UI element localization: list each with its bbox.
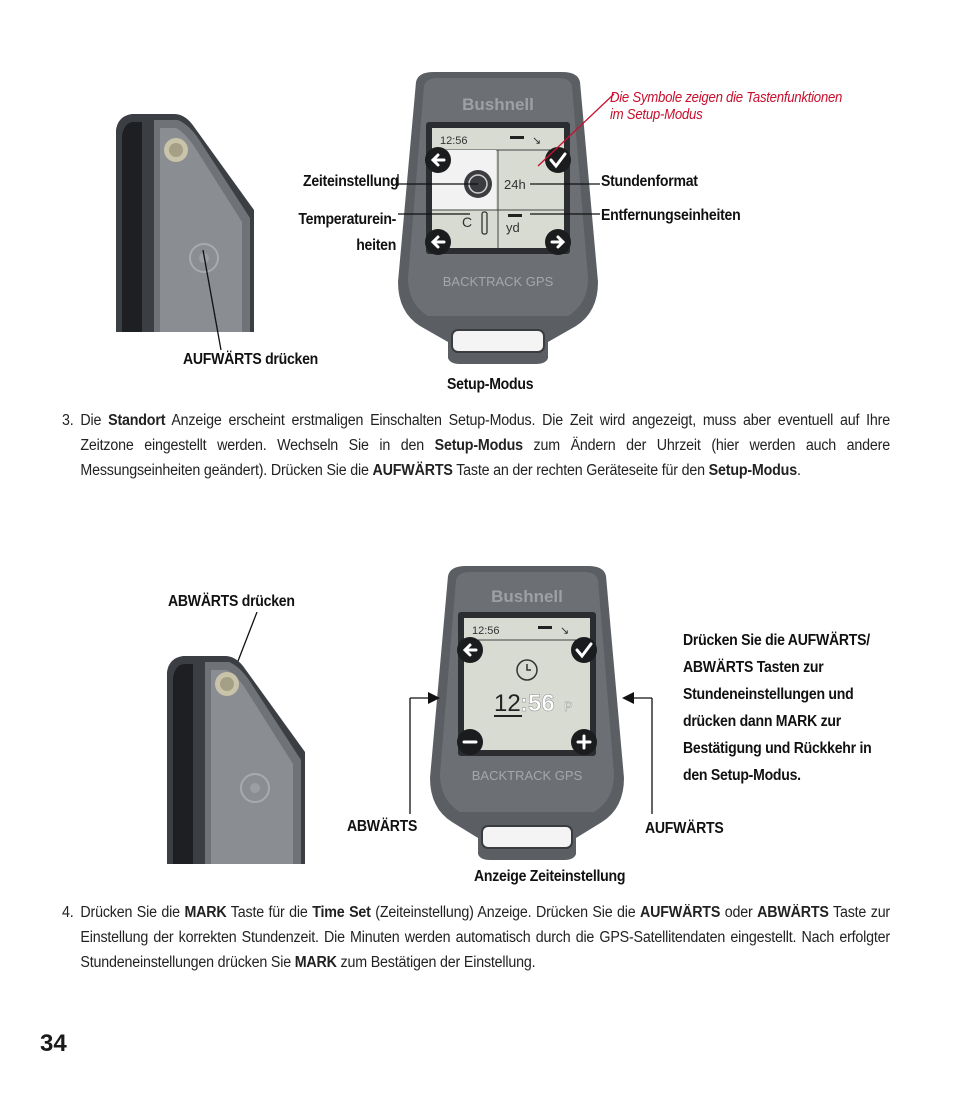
annotation-lines-1 (390, 90, 630, 240)
screen-hour: 12 (494, 690, 521, 717)
svg-text:↘: ↘ (532, 135, 542, 147)
product-name-2: BACKTRACK GPS (471, 768, 583, 783)
brand-logo-1: Bushnell (462, 95, 534, 114)
screen-24h: 24h (504, 177, 526, 192)
label-stundenformat: Stundenformat (601, 173, 698, 190)
label-entfernungseinheiten: Entfernungseinheiten (601, 207, 741, 224)
label-aufwaerts-druecken: AUFWÄRTS drücken (183, 351, 319, 368)
step-4-paragraph: 4. Drücken Sie die MARK Taste für die Time Set (Zeiteinstellung) Anzeige. Drücken Sie die AUFWÄRTS oder ABWÄRTS Taste zur Einstellung der korrekten Stundenzeit. Die Minuten werden automatisch durch die GPS-Satellitendaten eingestellt. Nach erfolgter Stundeneinstellungen drücken Sie MARK zum Bestätigen der Einstellung. (62, 904, 891, 971)
screen-time-1: 12:56 (440, 135, 468, 147)
svg-text:↘: ↘ (560, 625, 570, 637)
device-front-time-set (430, 566, 624, 860)
page-number: 34 (40, 1030, 67, 1057)
brand-logo-2: Bushnell (491, 587, 563, 606)
screen-time-2: 12:56 (472, 625, 500, 637)
annotation-red-1: Die Symbole zeigen die Tastenfunktionen im Setup-Modus (610, 89, 843, 123)
aufwaerts-arrow (620, 688, 660, 818)
aufwaerts-pointer-line-1 (195, 250, 235, 355)
screen-yd: yd (506, 220, 520, 235)
caption-anzeige-zeiteinstellung: Anzeige Zeiteinstellung (474, 868, 626, 885)
screen-pm: P (564, 699, 573, 714)
side-instruction-text: Drücken Sie die AUFWÄRTS/ ABWÄRTS Tasten zur Stundeneinstellungen und drücken dann MARK zur Bestätigung und Rückkehr in den Setup-Modus. (683, 632, 872, 784)
step-3-paragraph: 3. Die Standort Anzeige erscheint erstmaligen Einschalten Setup-Modus. Die Zeit wird angezeigt, muss aber eventuell auf Ihre Zeitzone eingestellt werden. Wechseln Sie in den Setup-Modus zum Ändern der Uhrzeit (hier werden auch andere Messungseinheiten geändert). Drücken Sie die AUFWÄRTS Taste an der rechten Geräteseite für den Setup-Modus. (62, 412, 890, 479)
product-name-1: BACKTRACK GPS (442, 274, 554, 289)
caption-setup-modus: Setup-Modus (447, 376, 534, 393)
screen-minutes: :56 (520, 690, 555, 717)
device-side-photo-2 (165, 612, 305, 864)
label-aufwaerts: AUFWÄRTS (645, 820, 724, 837)
label-abwaerts: ABWÄRTS (347, 818, 418, 835)
label-zeiteinstellung: Zeiteinstellung (302, 173, 398, 190)
label-temperatureinheiten: Temperaturein- heiten (298, 211, 396, 254)
abwaerts-arrow (402, 688, 442, 818)
screen-c: C (462, 214, 473, 230)
label-abwaerts-druecken: ABWÄRTS drücken (168, 593, 295, 610)
